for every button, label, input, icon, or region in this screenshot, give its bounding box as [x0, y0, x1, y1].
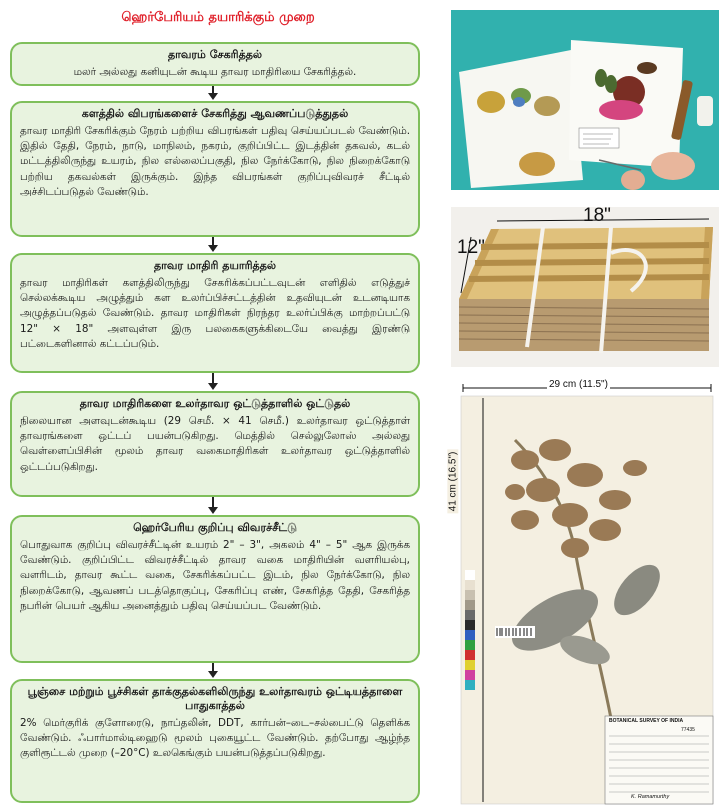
mounting-photo	[451, 10, 719, 190]
step-heading: களத்தில் விபரங்களைச் சேகரித்து ஆவணப்படுத்துதல்	[81, 107, 349, 120]
step-body: பொதுவாக குறிப்பு விவரச்சீட்டின் உயரம் 2" – 3", அகலம் 4" – 5" ஆக இருக்க வேண்டும். குறிப்பிட்ட விவரச்சீட்டில் தாவர வகை மாதிரியின் வளரியல்பு, வளரிடம், தாவர கூட்ட வகை, சேகரிக்கப்பட்ட இடம், நில நேர்க்கோடு, நில நிறைக்கோடு, ஆவணப் படத்தொகுப்பு, சேகரிப்பு எண், சேகரித்த தேதி, சேகரித்த நபரின் பெயர் ஆகிய அனைத்தும் பதிவு செய்யப்பட வேண்டும்.	[20, 539, 410, 612]
step-body: தாவர மாதிரி சேகரிக்கும் நேரம் பற்றிய விபரங்கள் பதிவு செய்யப்படல் வேண்டும். இதில் தேதி, நேரம், நாடு, மாநிலம், நகரம், குறிப்பிட்ட இடத்தின் தகவல், கடல் மட்டத்திலிருந்து உயரம், நில எல்லைப்பகுதி, நில நேர்க்கோடு, நில நிறைக்கோடு பற்றிய தகவல்கள் இருக்கும். இந்த விபரங்கள் குறிப்புவிவரச் சீட்டில் அச்சிடப்படுதல் வேண்டும்.	[20, 125, 410, 198]
plant-press-photo	[451, 207, 719, 367]
step-protect-sheet	[10, 679, 420, 803]
label-collector: K. Ramamurthy	[631, 794, 670, 800]
step-heading: ஹெர்பேரிய குறிப்பு விவரச்சீட்டு	[133, 521, 297, 534]
page-title: ஹெர்பேரியம் தயாரிக்கும் முறை	[121, 10, 315, 25]
step-body: மலர் அல்லது கனியுடன் கூடிய தாவர மாதிரியை சேகரித்தல்.	[73, 66, 357, 78]
step-herbarium-label	[10, 515, 420, 663]
label-org: BOTANICAL SURVEY OF INDIA	[609, 718, 684, 724]
step-heading: பூஞ்சை மற்றும் பூச்சிகள் தாக்குதல்களிலிருந்து உலர்தாவரம் ஒட்டியத்தாளை பாதுகாத்தல்	[27, 685, 403, 712]
step-heading: தாவர மாதிரிகளை உலர்தாவர ஒட்டுத்தாளில் ஒட்டுதல்	[79, 397, 351, 410]
step-mount-specimen	[10, 391, 420, 497]
label-number: 77435	[681, 727, 695, 733]
step-collect-plant	[10, 42, 420, 86]
step-prepare-specimen	[10, 253, 420, 373]
herbarium-sheet-photo	[447, 379, 721, 808]
step-body: தாவர மாதிரிகள் களத்திலிருந்து சேகரிக்கப்பட்டவுடன் எளிதில் எடுத்துச் செல்லக்கூடிய அழுத்தும் கள உலர்ப்பிச்சட்டத்தின் உதவியுடன் உடனடியாக அழுத்தப்படுதல் வேண்டும். தாவர மாதிரிகள் நிரந்தர உலர்ப்பிக்கு மாற்றப்பட்டு 12" × 18" அளவுள்ள இரு பலகைகளுக்கிடையே வைத்து இரண்டு பட்டைகளினால் கட்டப்படும்.	[20, 277, 410, 350]
step-heading: தாவரம் சேகரித்தல்	[167, 48, 263, 61]
press-height-label: 12"	[457, 237, 485, 258]
step-field-notes	[10, 101, 420, 237]
step-body: நிலையான அளவுடன்கூடிய (29 செமீ. × 41 செமீ.) உலர்தாவர ஒட்டுத்தாள் தாவரங்களை ஒட்டப் பயன்படுகிறது. மெத்தில் செல்லுலோஸ் அல்லது வெள்ளைப்பிசின் மூலம் தாவர வகைமாதிரிகள் உலர்தாவர ஒட்டுத்தாளில் ஒட்டப்படுகிறது.	[20, 415, 410, 473]
press-width-label: 18"	[583, 205, 611, 226]
sheet-width-label: 29 cm (11.5")	[549, 379, 608, 390]
sheet-height-label: 41 cm (16.5")	[447, 451, 459, 512]
step-heading: தாவர மாதிரி தயாரித்தல்	[153, 259, 277, 272]
step-body: 2% மெர்குரிக் குளோரைடு, நாப்தலின், DDT, கார்பன்–டை–சல்பைட்டு தெளிக்க வேண்டும். ஃபார்மால்டிஹைடு மூலம் புகையூட்ட வேண்டும். தற்போது ஆழ்ந்த குளிரூட்டல் முறை (–20°C) உலகெங்கும் பயன்படுத்தப்படுகிறது.	[20, 717, 410, 760]
